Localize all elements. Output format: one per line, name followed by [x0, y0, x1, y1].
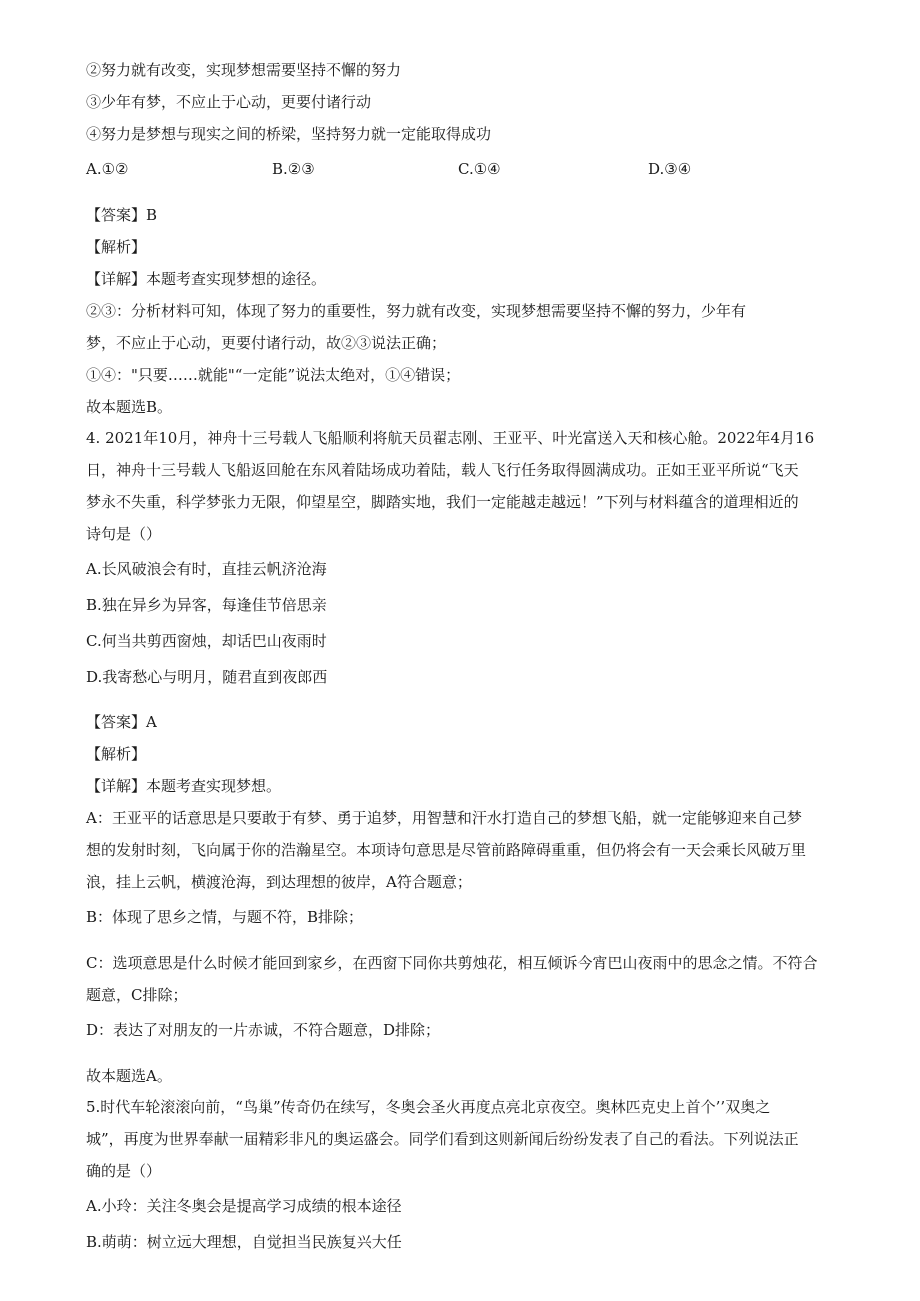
q5-option-a: A.小玲：关注冬奥会是提高学习成绩的根本途径 [86, 1197, 402, 1215]
q4-detail-line: C：选项意思是什么时候才能回到家乡，在西窗下同你共剪烛花，相互倾诉今宵巴山夜雨中的思念之情。不符合 [86, 954, 818, 972]
q5-stem-line: 5.时代车轮滚滚向前，“鸟巢”传奇仍在续写，冬奥会圣火再度点亮北京夜空。奥林匹克史上首个’’双奥之 [86, 1098, 771, 1116]
q4-answer: 【答案】A [86, 713, 157, 731]
q4-stem-line: 4. 2021年10月，神舟十三号载人飞船顺利将航天员翟志刚、王亚平、叶光富送入天和核心舱。2022年4月16 [86, 429, 815, 447]
q3-answer: 【答案】B [86, 206, 158, 224]
q4-conclusion: 故本题选A。 [86, 1067, 172, 1085]
q3-statement-4: ④努力是梦想与现实之间的桥梁，坚持努力就一定能取得成功 [86, 125, 492, 143]
q4-detail-line: 题意，C排除； [86, 986, 188, 1004]
q3-statement-2: ②努力就有改变，实现梦想需要坚持不懈的努力 [86, 61, 402, 79]
q4-option-d: D.我寄愁心与明月，随君直到夜郎西 [86, 668, 328, 686]
q4-option-c: C.何当共剪西窗烛，却话巴山夜雨时 [86, 632, 327, 650]
q4-detail-line: 想的发射时刻，飞向属于你的浩瀚星空。本项诗句意思是尽管前路障碍重重，但仍将会有一天会乘长风破万里 [86, 841, 807, 859]
q4-analysis-heading: 【解析】 [86, 745, 147, 763]
q4-option-a: A.长风破浪会有时，直挂云帆济沧海 [86, 560, 327, 578]
q4-detail-line: B：体现了思乡之情，与题不符，B排除； [86, 908, 364, 926]
q3-option-b: B.②③ [272, 160, 315, 178]
q4-stem-line: 日，神舟十三号载人飞船返回舱在东风着陆场成功着陆，载人飞行任务取得圆满成功。正如王亚平所说“飞天 [86, 461, 799, 479]
q3-option-a: A.①② [86, 160, 129, 178]
q3-conclusion: 故本题选B。 [86, 398, 173, 416]
q3-statement-3: ③少年有梦，不应止于心动，更要付诸行动 [86, 93, 372, 111]
q4-stem-line: 梦永不失重，科学梦张力无限，仰望星空，脚踏实地，我们一定能越走越远！”下列与材料蕴含的道理相近的 [86, 493, 799, 511]
q5-stem-line: 确的是（） [86, 1162, 162, 1180]
q3-options [86, 159, 786, 179]
q3-option-c: C.①④ [458, 160, 501, 178]
q5-option-b: B.萌萌：树立远大理想，自觉担当民族复兴大任 [86, 1233, 402, 1251]
q3-option-d: D.③④ [648, 160, 692, 178]
q3-analysis-heading: 【解析】 [86, 238, 147, 256]
q4-detail-line: D：表达了对朋友的一片赤诚，不符合题意，D排除； [86, 1021, 441, 1039]
q3-detail-line: 【详解】本题考查实现梦想的途径。 [86, 270, 327, 288]
q4-stem-line: 诗句是（） [86, 525, 162, 543]
q4-option-b: B.独在异乡为异客，每逢佳节倍思亲 [86, 596, 327, 614]
q4-detail-line: A：王亚平的话意思是只要敢于有梦、勇于追梦，用智慧和汗水打造自己的梦想飞船，就一定能够迎来自己梦 [86, 809, 802, 827]
q3-detail-line: ①④："只要……就能"“一定能”说法太绝对，①④错误； [86, 366, 461, 384]
q3-detail-line: ②③：分析材料可知，体现了努力的重要性，努力就有改变，实现梦想需要坚持不懈的努力，少年有 [86, 302, 747, 320]
q3-detail-line: 梦，不应止于心动，更要付诸行动，故②③说法正确； [86, 334, 447, 352]
q4-detail-line: 浪，挂上云帆，横渡沧海，到达理想的彼岸，A符合题意； [86, 873, 472, 891]
q4-detail-line: 【详解】本题考查实现梦想。 [86, 777, 282, 795]
q5-stem-line: 城”，再度为世界奉献一届精彩非凡的奥运盛会。同学们看到这则新闻后纷纷发表了自己的看法。下列说法正 [86, 1130, 799, 1148]
